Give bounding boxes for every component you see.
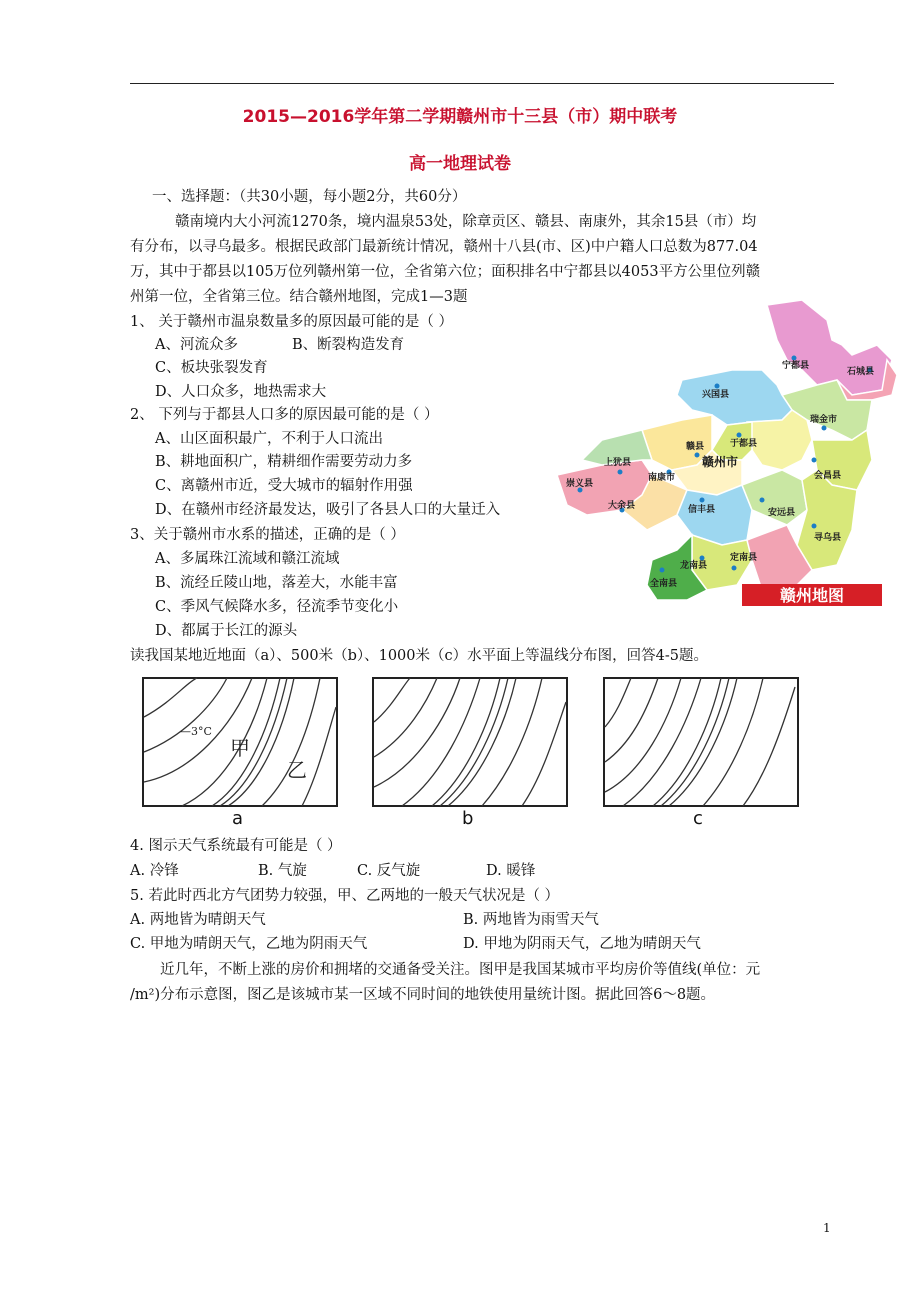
county-label: 上犹县 [604, 458, 632, 468]
passage-line: 州第一位，全省第三位。结合赣州地图，完成1—3题 [130, 289, 468, 305]
county-label: 会昌县 [814, 471, 842, 481]
option-3b: B、流经丘陵山地，落差大，水能丰富 [155, 575, 398, 591]
option-3d: D、都属于长江的源头 [155, 623, 298, 639]
option-3c: C、季风气候降水多，径流季节变化小 [155, 599, 399, 615]
option-2c: C、离赣州市近，受大城市的辐射作用强 [155, 478, 413, 494]
temperature-label: —3°C [180, 725, 212, 738]
passage2-line: 近几年，不断上涨的房价和拥堵的交通备受关注。图甲是我国某城市平均房价等值线(单位：元 [160, 962, 761, 978]
county-label: 宁都县 [782, 361, 810, 371]
county-label: 龙南县 [680, 561, 708, 571]
county-label: 崇义县 [566, 479, 594, 489]
question-1-stem: 1、 关于赣州市温泉数量多的原因最可能的是（ ） [130, 314, 453, 330]
caption-b: b [462, 808, 474, 829]
isotherm-diagram-b [372, 677, 568, 807]
option-5b: B. 两地皆为雨雪天气 [463, 912, 599, 928]
county-label: 兴国县 [702, 390, 730, 400]
option-4c: C. 反气旋 [357, 863, 421, 879]
option-4a: A. 冷锋 [130, 863, 179, 879]
county-label: 安远县 [768, 508, 796, 518]
option-2d: D、在赣州市经济最发达，吸引了各县人口的大量迁入 [155, 502, 501, 518]
page-number: 1 [823, 1221, 831, 1235]
header-rule [130, 83, 834, 84]
isotherm-intro: 读我国某地近地面（a）、500米（b）、1000米（c）水平面上等温线分布图，回答4-5题。 [130, 648, 708, 664]
isotherm-diagram-a [142, 677, 338, 807]
question-2-stem: 2、 下列与于都县人口多的原因最可能的是（ ） [130, 407, 439, 423]
option-5d: D. 甲地为阴雨天气，乙地为晴朗天气 [463, 936, 701, 952]
county-label: 瑞金市 [810, 415, 838, 425]
question-5-stem: 5. 若此时西北方气团势力较强，甲、乙两地的一般天气状况是（ ） [130, 888, 560, 904]
option-5c: C. 甲地为晴朗天气，乙地为阴雨天气 [130, 936, 368, 952]
county-label: 石城县 [847, 367, 875, 377]
county-label: 信丰县 [688, 505, 716, 515]
county-label: 全南县 [650, 579, 678, 589]
county-label: 南康市 [648, 473, 676, 483]
option-1a: A、河流众多 [155, 337, 238, 353]
option-1b: B、断裂构造发育 [292, 337, 405, 353]
option-2a: A、山区面积最广，不利于人口流出 [155, 431, 383, 447]
city-label: 赣州市 [702, 455, 739, 469]
county-label: 赣县 [686, 442, 705, 452]
passage2-line: /m²)分布示意图，图乙是该城市某一区域不同时间的地铁使用量统计图。据此回答6～8题。 [130, 987, 716, 1003]
county-label: 寻乌县 [814, 533, 842, 543]
exam-subtitle: 高一地理试卷 [409, 154, 511, 174]
question-3-stem: 3、关于赣州市水系的描述，正确的是（ ） [130, 527, 405, 543]
location-jia: 甲 [230, 736, 250, 760]
map-title: 赣州地图 [779, 586, 845, 605]
question-4-stem: 4. 图示天气系统最有可能是（ ） [130, 838, 342, 854]
option-5a: A. 两地皆为晴朗天气 [130, 912, 266, 928]
option-2b: B、耕地面积广，精耕细作需要劳动力多 [155, 454, 413, 470]
caption-a: a [232, 808, 244, 829]
caption-c: c [693, 808, 703, 829]
county-label: 定南县 [730, 553, 758, 563]
option-1c: C、板块张裂发育 [155, 360, 268, 376]
exam-title: 2015—2016学年第二学期赣州市十三县（市）期中联考 [242, 107, 678, 127]
county-label: 大余县 [608, 501, 636, 511]
county-label: 于都县 [730, 439, 758, 449]
passage-line: 万，其中于都县以105万位列赣州第一位，全省第六位；面积排名中宁都县以4053平方公里位列赣 [130, 264, 761, 280]
section-heading: 一、选择题：（共30小题，每小题2分，共60分） [152, 189, 467, 205]
location-yi: 乙 [287, 758, 307, 782]
option-1d: D、人口众多，地热需求大 [155, 384, 327, 400]
option-4d: D. 暖锋 [486, 863, 536, 879]
isotherm-diagram-c [603, 677, 799, 807]
option-4b: B. 气旋 [258, 863, 307, 879]
ganzhou-map [552, 300, 898, 608]
option-3a: A、多属珠江流域和赣江流域 [155, 551, 340, 567]
passage-line: 赣南境内大小河流1270条，境内温泉53处，除章贡区、赣县、南康外，其余15县（市）均 [175, 214, 757, 230]
passage-line: 有分布，以寻乌最多。根据民政部门最新统计情况，赣州十八县(市、区)中户籍人口总数为877.04 [130, 239, 758, 255]
